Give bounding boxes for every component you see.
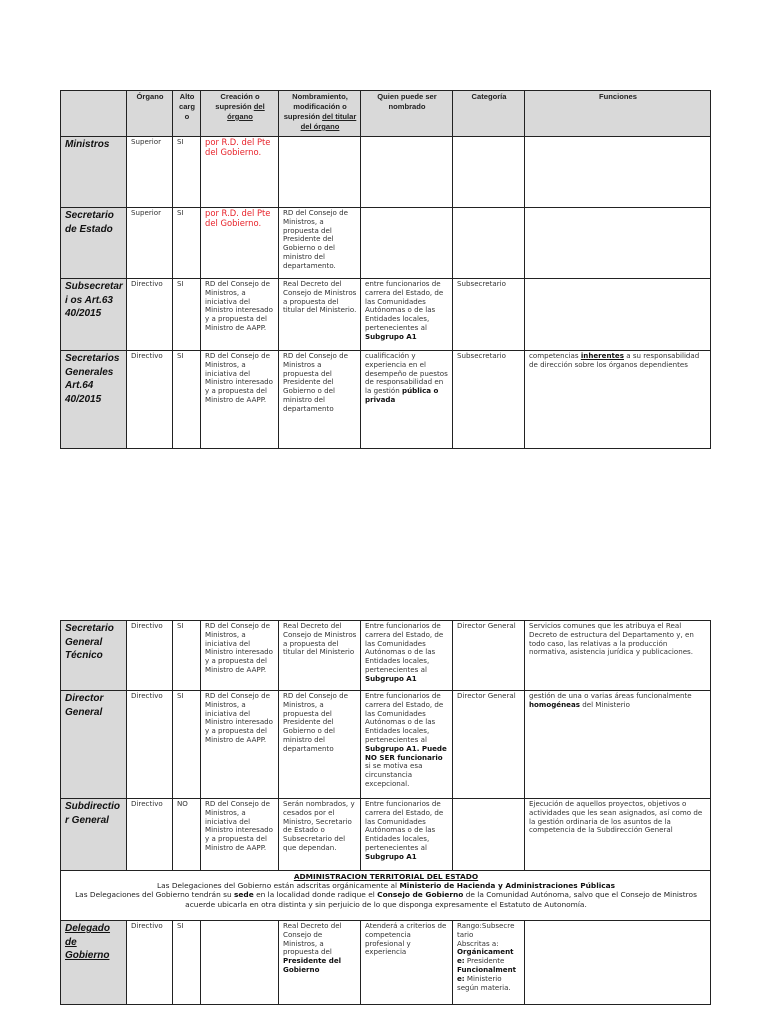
creacion-text: por R.D. del Pte del Gobierno. <box>205 137 271 157</box>
header-alto-cargo: Alto carg o <box>173 91 201 137</box>
banner-line-2-text: Las Delegaciones del Gobierno tendrán su <box>75 890 232 900</box>
creacion-cell: RD del Consejo de Ministros, a iniciativa del Ministro interesado y a propuesta del Ministro de AAPP. <box>201 279 279 351</box>
categoria-cell <box>453 208 525 279</box>
nombramiento-cell: Real Decreto del Consejo de Ministros a propuesta del titular del Ministerio. <box>279 279 361 351</box>
categoria-cell <box>453 799 525 871</box>
banner-line-1 <box>65 881 707 890</box>
funciones-cell <box>525 621 711 691</box>
funciones-cell <box>525 279 711 351</box>
organ-name: Subdirectior General <box>61 799 127 871</box>
creacion-cell: RD del Consejo de Ministros, a iniciativa del Ministro interesado y a propuesta del Ministro de AAPP. <box>201 621 279 691</box>
quien-bold: Subgrupo A1 <box>365 851 417 861</box>
funciones-text: Ejecución de aquellos proyectos, objetivos o actividades que les sean asignados, así como de la gestión ordinaria de los asuntos de la competencia de la Subdirección General <box>529 799 703 835</box>
header-funciones: Funciones <box>525 91 711 137</box>
funciones-bold: inherentes <box>580 351 624 360</box>
categoria-organica-value: Presidente <box>466 956 505 966</box>
table-row <box>61 691 711 799</box>
alto-cargo-value: NO <box>173 799 201 871</box>
quien-cell: Atenderá a criterios de competencia profesional y experiencia <box>361 921 453 1005</box>
categoria-cell: Director General <box>453 691 525 799</box>
banner-line-2-bold-2: Consejo de Gobierno <box>377 890 464 900</box>
alto-cargo-value: SI <box>173 208 201 279</box>
funciones-cell <box>525 137 711 208</box>
funciones-text: gestión de una o varias áreas funcionalmente <box>529 691 692 700</box>
quien-cell <box>361 691 453 799</box>
nombramiento-cell <box>279 137 361 208</box>
header-corner <box>61 91 127 137</box>
quien-cell <box>361 208 453 279</box>
organ-type: Directivo <box>127 621 173 691</box>
categoria-cell: Subsecretario <box>453 351 525 449</box>
organ-type: Directivo <box>127 921 173 1005</box>
quien-bold: pública o privada <box>365 386 439 404</box>
organ-name: Subsecretari os Art.63 40/2015 <box>61 279 127 351</box>
creacion-cell <box>201 921 279 1005</box>
nombramiento-cell: RD del Consejo de Ministros a propuesta del Presidente del Gobierno o del ministro del departamento <box>279 351 361 449</box>
nombramiento-text: Real Decreto del Consejo de Ministros, a propuesta del <box>283 921 342 957</box>
organ-name: Secretarios Generales Art.64 40/2015 <box>61 351 127 449</box>
header-creacion <box>201 91 279 137</box>
funciones-cell <box>525 691 711 799</box>
categoria-organica <box>457 948 521 966</box>
alto-cargo-value: SI <box>173 921 201 1005</box>
header-organo: Órgano <box>127 91 173 137</box>
quien-cell <box>361 279 453 351</box>
header-quien: Quien puede ser nombrado <box>361 91 453 137</box>
categoria-cell: Subsecretario <box>453 279 525 351</box>
quien-text: Entre funcionarios de carrera del Estado, de las Comunidades Autónomas o de las Entidades locales, pertenecientes al <box>365 799 444 852</box>
header-nombramiento <box>279 91 361 137</box>
organ-name: Secretario de Estado <box>61 208 127 279</box>
quien-cell <box>361 621 453 691</box>
header-creacion-underlined-2: órgano <box>227 112 253 121</box>
table-row <box>61 799 711 871</box>
header-row <box>61 91 711 137</box>
creacion-cell: RD del Consejo de Ministros, a iniciativa del Ministro interesado y a propuesta del Ministro de AAPP. <box>201 691 279 799</box>
quien-text: entre funcionarios de carrera del Estado, de las Comunidades Autónomas o de las Entidades locales, pertenecientes al <box>365 279 444 332</box>
funciones-cell <box>525 799 711 871</box>
header-categoria: Categoría <box>453 91 525 137</box>
header-creacion-underlined-1: del <box>253 102 265 111</box>
categoria-cell <box>453 921 525 1005</box>
banner-line-1-bold: Ministerio de Hacienda y Administraciones Públicas <box>399 881 616 891</box>
nombramiento-cell: RD del Consejo de Ministros, a propuesta del Presidente del Gobierno o del ministro del departamento <box>279 691 361 799</box>
organ-type: Directivo <box>127 691 173 799</box>
organ-type: Superior <box>127 208 173 279</box>
organ-name: Director General <box>61 691 127 799</box>
nombramiento-cell: Serán nombrados, y cesados por el Ministro, Secretario de Estado o Subsecretario del que dependan. <box>279 799 361 871</box>
creacion-text: por R.D. del Pte del Gobierno. <box>205 208 271 228</box>
organ-name: Secretario General Técnico <box>61 621 127 691</box>
quien-cell <box>361 351 453 449</box>
nombramiento-cell: Real Decreto del Consejo de Ministros a propuesta del titular del Ministerio <box>279 621 361 691</box>
organ-name: Delegado de Gobierno <box>65 923 111 961</box>
table-row <box>61 351 711 449</box>
banner-line-2-post: de la Comunidad Autónoma, salvo que el Consejo de Ministros acuerde ubicarla en otra distinta y sin perjuicio de lo que disponga expresamente el Estatuto de Autonomía. <box>185 890 697 909</box>
organ-name: Ministros <box>61 137 127 208</box>
table-row <box>61 137 711 208</box>
banner-row <box>61 871 711 921</box>
header-nombramiento-underlined: del titular del órgano <box>300 112 357 131</box>
alto-cargo-value: SI <box>173 137 201 208</box>
categoria-funcional-value: Ministerio según materia. <box>457 973 511 992</box>
territorial-banner <box>61 871 711 921</box>
banner-line-2 <box>65 890 707 908</box>
funciones-text-post: del Ministerio <box>582 699 630 709</box>
table-row <box>61 208 711 279</box>
quien-text: Entre funcionarios de carrera del Estado, de las Comunidades Autónomas o de las Entidades locales, pertenecientes al <box>365 621 444 674</box>
quien-text: cualificación y experiencia en el desempeño de puestos de responsabilidad en la gestión <box>365 351 448 396</box>
funciones-text: Servicios comunes que les atribuya el Real Decreto de estructura del Departamento y, en todo caso, las relativas a la producción normativa, asistencia jurídica y publicaciones. <box>529 621 694 657</box>
alto-cargo-value: SI <box>173 279 201 351</box>
funciones-cell <box>525 351 711 449</box>
organ-type: Superior <box>127 137 173 208</box>
alto-cargo-value: SI <box>173 691 201 799</box>
creacion-cell: RD del Consejo de Ministros, a iniciativa del Ministro interesado y a propuesta del Ministro de AAPP. <box>201 351 279 449</box>
categoria-rango: Rango:Subsecre tario <box>457 921 515 939</box>
table-row <box>61 621 711 691</box>
header-nombramiento-text: Nombramiento, modificación o supresión <box>283 92 348 121</box>
creacion-cell <box>201 137 279 208</box>
categoria-funcional-label: Funcionalment e: <box>457 964 517 983</box>
categoria-funcional <box>457 966 521 992</box>
alto-cargo-value: SI <box>173 351 201 449</box>
funciones-bold: homogéneas <box>529 699 580 709</box>
table-row <box>61 279 711 351</box>
banner-title: ADMINISTRACION TERRITORIAL DEL ESTADO <box>293 872 479 881</box>
funciones-text-post: a su responsabilidad de dirección sobre los órganos dependientes <box>529 351 700 369</box>
categoria-cell: Director General <box>453 621 525 691</box>
nombramiento-bold: Presidente del Gobierno <box>283 956 342 974</box>
funciones-cell <box>525 208 711 279</box>
categoria-cell <box>453 137 525 208</box>
organ-type: Directivo <box>127 799 173 871</box>
organ-name-cell <box>61 921 127 1005</box>
creacion-cell: RD del Consejo de Ministros, a iniciativa del Ministro interesado y a propuesta del Ministro de AAPP. <box>201 799 279 871</box>
organos-table-2 <box>60 620 711 1005</box>
banner-line-2-mid: en la localidad donde radique el <box>256 890 375 900</box>
quien-cell <box>361 799 453 871</box>
categoria-organica-label: Orgánicament e: <box>457 947 514 966</box>
banner-line-2-bold-1: sede <box>234 890 254 900</box>
quien-text-post: si se motiva esa circunstancia excepcional. <box>365 761 423 788</box>
table-row <box>61 921 711 1005</box>
funciones-cell <box>525 921 711 1005</box>
categoria-adscritas: Abscritas a: <box>457 938 499 948</box>
alto-cargo-value: SI <box>173 621 201 691</box>
header-creacion-text: Creación o supresión <box>215 92 260 111</box>
quien-cell <box>361 137 453 208</box>
organ-type: Directivo <box>127 279 173 351</box>
quien-bold: Subgrupo A1 <box>365 331 417 341</box>
quien-bold: Subgrupo A1. Puede NO SER funcionario <box>365 743 447 762</box>
quien-text: Entre funcionarios de carrera del Estado, de las Comunidades Autónomas o de las Entidades locales, pertenecientes al <box>365 691 444 744</box>
organos-table-1 <box>60 90 711 449</box>
nombramiento-cell: RD del Consejo de Ministros, a propuesta del Presidente del Gobierno o del ministro del departamento. <box>279 208 361 279</box>
creacion-cell <box>201 208 279 279</box>
funciones-text: competencias <box>529 351 579 360</box>
organ-type: Directivo <box>127 351 173 449</box>
quien-bold: Subgrupo A1 <box>365 673 417 683</box>
banner-line-1-text: Las Delegaciones del Gobierno están adscritas orgánicamente al <box>156 881 398 891</box>
nombramiento-cell <box>279 921 361 1005</box>
